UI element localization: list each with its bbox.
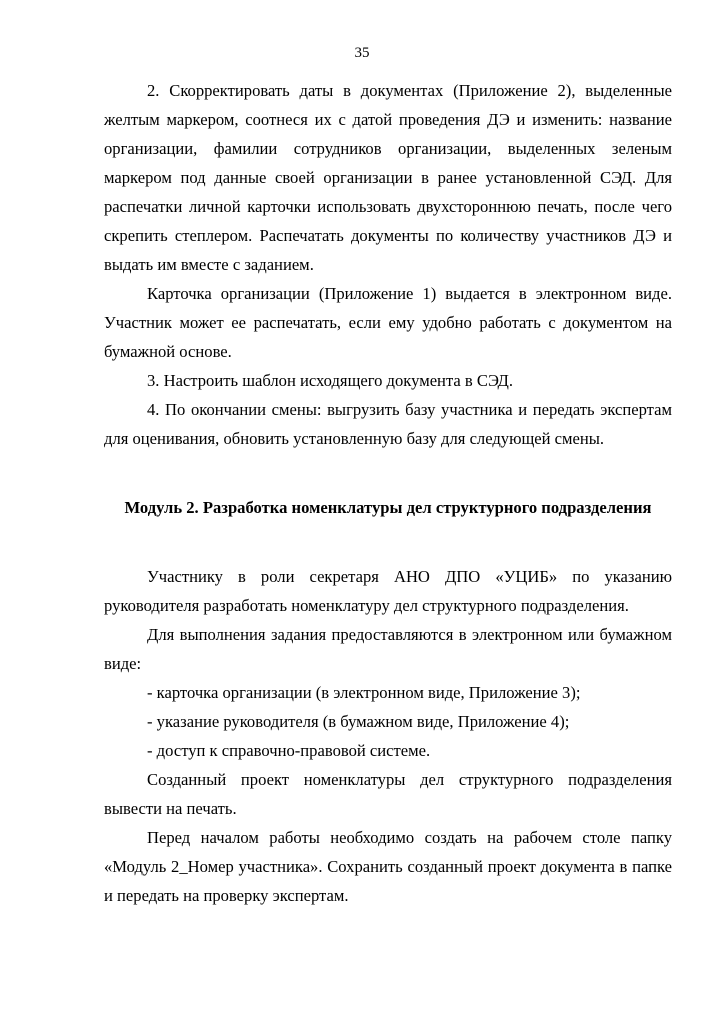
paragraph-step-4: 4. По окончании смены: выгрузить базу участника и передать экспертам для оценивания, обновить установленную базу для следующей смены. [104, 400, 672, 448]
paragraph-materials-intro: Для выполнения задания предоставляются в электронном или бумажном виде: [104, 625, 672, 673]
paragraph-folder: Перед началом работы необходимо создать на рабочем столе папку «Модуль 2_Номер участника». Сохранить созданный проект документа в папке и передать на проверку экспертам. [104, 828, 672, 905]
page-number: 35 [354, 45, 370, 61]
section-spacer [104, 542, 672, 562]
list-item-legal-system: - доступ к справочно-правовой системе. [147, 741, 431, 760]
module-2-heading: Модуль 2. Разработка номенклатуры дел структурного подразделения [124, 498, 652, 517]
section-spacer [104, 453, 672, 473]
document-body [104, 76, 672, 910]
paragraph-module-intro: Участнику в роли секретаря АНО ДПО «УЦИБ» по указанию руководителя разработать номенклатуру дел структурного подразделения. [104, 567, 672, 615]
paragraph-step-3: 3. Настроить шаблон исходящего документа в СЭД. [147, 371, 513, 390]
list-item-org-card: - карточка организации (в электронном виде, Приложение 3); [147, 683, 581, 702]
paragraph-step-2: 2. Скорректировать даты в документах (Приложение 2), выделенные желтым маркером, соотнеся их с датой проведения ДЭ и изменить: название организации, фамилии сотрудников организации, выделенных зеленым маркером под данные своей организации в ранее установленной СЭД. Для распечатки личной карточки использовать двухстороннюю печать, после чего скрепить степлером. Распечатать документы по количеству участников ДЭ и выдать им вместе с заданием. [104, 81, 672, 274]
paragraph-print: Созданный проект номенклатуры дел структурного подразделения вывести на печать. [104, 770, 672, 818]
paragraph-org-card: Карточка организации (Приложение 1) выдается в электронном виде. Участник может ее распечатать, если ему удобно работать с документом на бумажной основе. [104, 284, 672, 361]
list-item-manager-instruction: - указание руководителя (в бумажном виде, Приложение 4); [147, 712, 570, 731]
